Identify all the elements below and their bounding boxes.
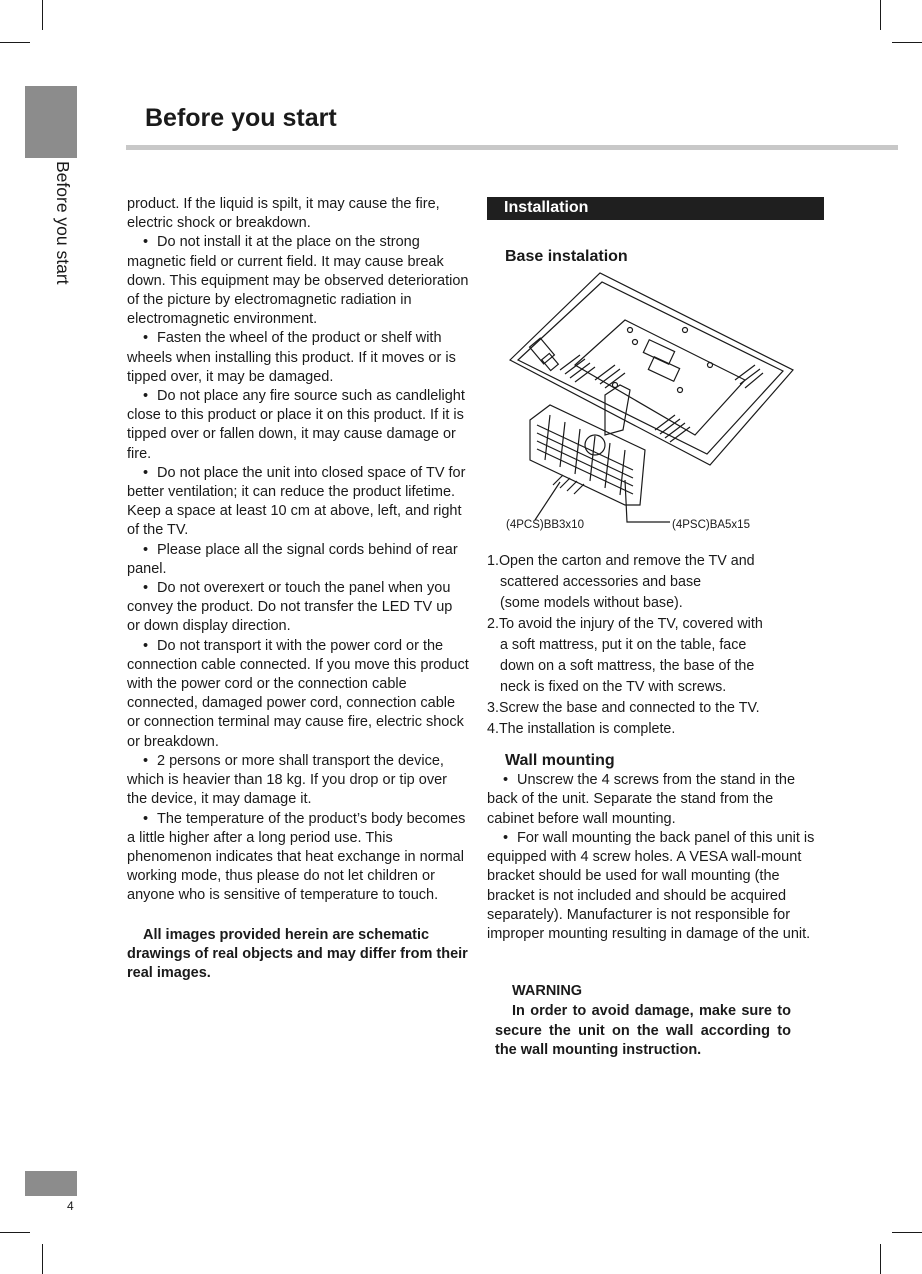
crop-mark (892, 42, 922, 43)
safety-paragraph (127, 810, 469, 906)
wall-mounting-paragraph (487, 829, 817, 945)
installation-step-line (487, 698, 817, 719)
wall-mounting-text-span: For wall mounting the back panel of this unit is equipped with 4 screw holes. A VESA wall-mount bracket should be used for wall mounting (the bracket is not included and should be acquired separately). Manufacturer is not responsible for improper mounting resulting in damage of the unit. (487, 829, 815, 943)
safety-paragraph (127, 464, 469, 541)
step-number: 2. (487, 616, 499, 632)
wall-mounting-paragraph (487, 771, 817, 829)
warning-text (495, 1002, 791, 1061)
wall-mounting-text (487, 771, 817, 945)
safety-paragraph-text: Do not place the unit into closed space of TV for better ventilation; it can reduce the product lifetime. Keep a space at least 10 cm at above, left, and right of the TV. (127, 464, 466, 539)
safety-paragraph (127, 752, 469, 810)
bullet-icon: • (143, 388, 149, 405)
page-tab-marker (25, 1171, 77, 1196)
side-label-text: Before you start (53, 161, 73, 285)
wall-mounting-text-span: Unscrew the 4 screws from the stand in the back of the unit. Separate the stand from the cabinet before wall mounting. (487, 772, 796, 827)
bullet-icon: • (143, 580, 149, 597)
safety-paragraph-text: product. If the liquid is spilt, it may cause the fire, electric shock or breakdown. (127, 196, 440, 232)
safety-paragraph (127, 579, 469, 637)
screw-label-right: (4PSC)BA5x15 (672, 519, 750, 531)
warning-paragraph: In order to avoid damage, make sure to secure the unit on the wall according to the wall mounting instruction. (495, 1003, 791, 1058)
tv-base-diagram (505, 270, 805, 540)
safety-paragraph (127, 233, 469, 329)
safety-paragraph-text: Do not transport it with the power cord or the connection cable connected. If you move this product with the power cord or the connection cable connected, damaged power cord, connection cable or connection terminal may cause fire, electric shock or breakdown. (127, 637, 469, 750)
installation-steps (487, 551, 817, 740)
wall-mounting-heading: Wall mounting (505, 752, 615, 769)
safety-paragraph-text: Fasten the wheel of the product or shelf with wheels when installing this product. If it moves or is tipped over, it may be damaged. (127, 330, 456, 385)
crop-mark (42, 0, 43, 30)
page-title: Before you start (145, 104, 337, 132)
side-tab-marker (25, 86, 77, 158)
installation-step-line (487, 614, 817, 635)
step-text: Screw the base and connected to the TV. (498, 700, 760, 716)
safety-paragraph-text: The temperature of the product’s body becomes a little higher after a long period use. This phenomenon indicates that heat exchange in normal working mode, thus please do not let children or anyone who is sensitive of temperature to touch. (127, 810, 466, 904)
bullet-icon: • (503, 829, 509, 846)
installation-step-line (487, 656, 817, 677)
safety-paragraph (127, 387, 469, 464)
safety-paragraph (127, 637, 469, 752)
safety-paragraph (127, 195, 469, 233)
crop-mark (880, 0, 881, 30)
installation-step-line (487, 593, 817, 614)
step-number: 1. (487, 553, 499, 569)
installation-step-line (487, 677, 817, 698)
step-text: (some models without base). (500, 595, 683, 611)
safety-paragraph-text: 2 persons or more shall transport the device, which is heavier than 18 kg. If you drop or tip over the device, it may damage it. (127, 752, 447, 808)
step-number: 4. (487, 721, 499, 737)
crop-mark (0, 42, 30, 43)
installation-step-line (487, 635, 817, 656)
crop-mark (0, 1232, 30, 1233)
screw-label-left: (4PCS)BB3x10 (506, 519, 584, 531)
installation-title: Installation (504, 199, 589, 216)
step-text: scattered accessories and base (500, 574, 702, 590)
step-text: The installation is complete. (498, 721, 676, 737)
bullet-icon: • (143, 637, 149, 654)
step-text: neck is fixed on the TV with screws. (500, 679, 727, 695)
safety-paragraph-text: Please place all the signal cords behind of rear panel. (127, 541, 458, 577)
safety-paragraph-text: Do not install it at the place on the strong magnetic field or current field. It may cause break down. This equipment may be observed deterioration of the picture by electromagnetic radiation in electromagnetic environment. (127, 234, 469, 328)
safety-paragraph (127, 329, 469, 387)
safety-paragraph-text: Do not place any fire source such as candlelight close to this product or place it on this product. If it is tipped over or fallen down, it may cause damage or fire. (127, 388, 465, 462)
bullet-icon: • (143, 330, 149, 347)
side-label (51, 161, 73, 311)
warning-title: WARNING (512, 983, 583, 999)
crop-mark (42, 1244, 43, 1274)
bullet-icon: • (143, 234, 149, 251)
bullet-icon: • (143, 752, 149, 769)
bullet-icon: • (143, 541, 149, 558)
title-divider (126, 145, 898, 150)
page-number: 4 (67, 1199, 74, 1213)
installation-step-line (487, 719, 817, 740)
step-number: 3. (487, 700, 499, 716)
crop-mark (880, 1244, 881, 1274)
step-text: a soft mattress, put it on the table, face (500, 637, 747, 653)
base-installation-heading: Base instalation (505, 248, 628, 265)
bullet-icon: • (503, 772, 509, 788)
safety-column (127, 195, 469, 983)
step-text: Open the carton and remove the TV and (498, 553, 755, 569)
crop-mark (892, 1232, 922, 1233)
bullet-icon: • (143, 464, 149, 481)
schematic-note: All images provided herein are schematic drawings of real objects and may differ from their real images. (127, 926, 468, 981)
safety-paragraph (127, 541, 469, 579)
installation-header (487, 197, 824, 220)
step-text: To avoid the injury of the TV, covered with (498, 616, 763, 632)
step-text: down on a soft mattress, the base of the (500, 658, 755, 674)
safety-paragraph-text: Do not overexert or touch the panel when you convey the product. Do not transfer the LED TV up or down display direction. (127, 580, 453, 635)
bullet-icon: • (143, 810, 149, 827)
installation-step-line (487, 572, 817, 593)
installation-step-line (487, 551, 817, 572)
